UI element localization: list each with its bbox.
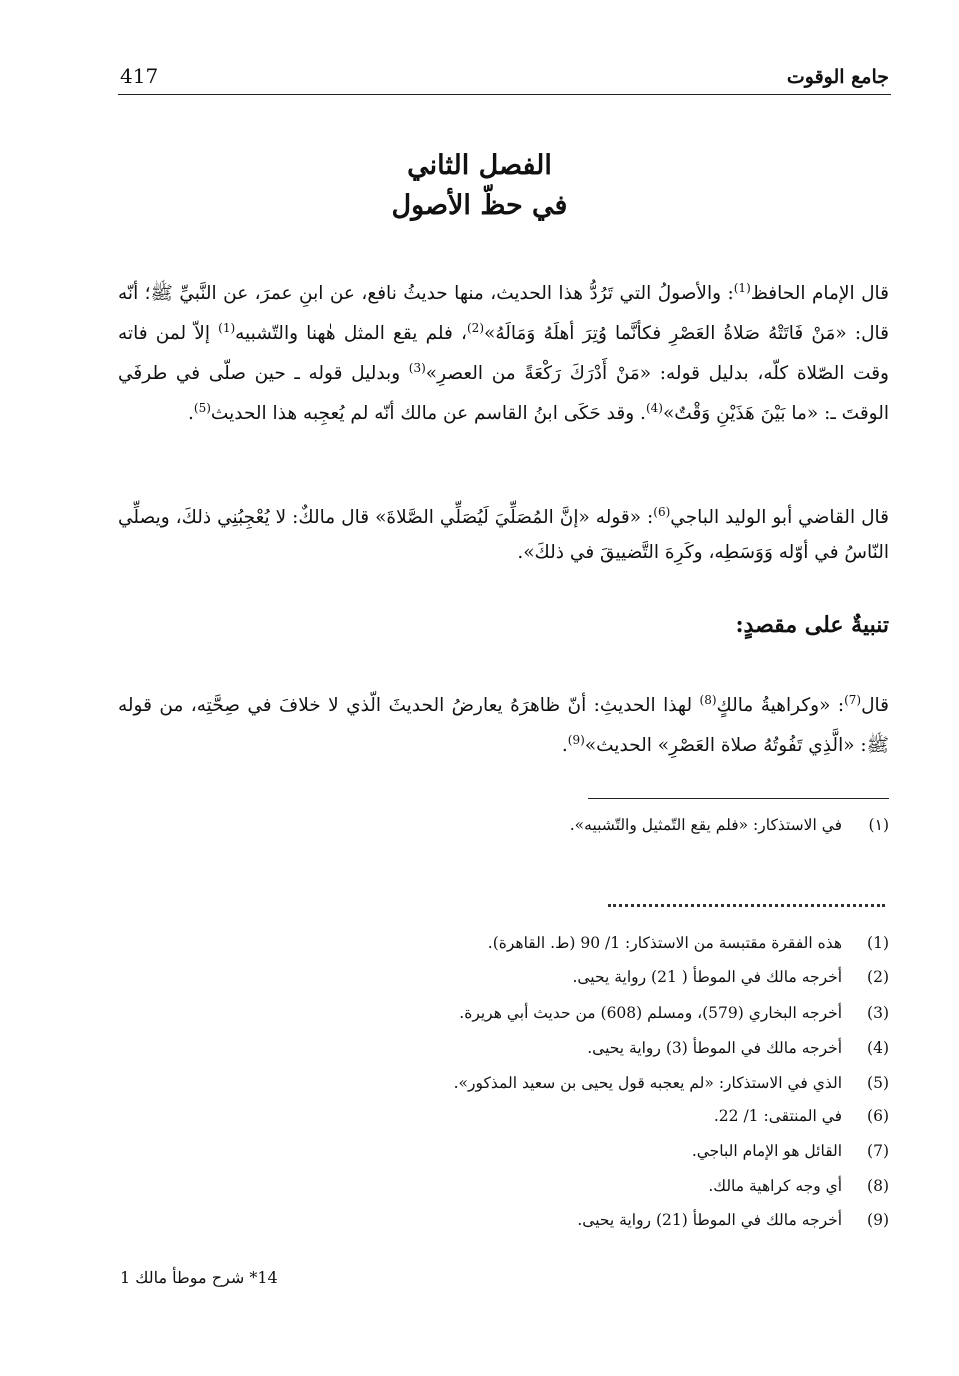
chapter-title: الفصل الثاني [407,150,552,181]
editor-footnote [459,1004,889,1022]
paragraph-3 [118,683,889,763]
paragraph-1 [118,271,889,432]
footnote-text: أخرجه مالك في الموطأ (3) رواية يحيى. [587,1039,843,1057]
editor-footnote [714,1107,889,1125]
footnote-number: (7) [867,1142,889,1160]
text-run: . [188,403,194,425]
signature-mark: 14* شرح موطأ مالك 1 [120,1268,278,1287]
footnote-number: (6) [867,1107,889,1125]
section-subheading: تنبيةٌ على مقصدٍ: [735,612,889,638]
footnote-text: في المنتقى: 1/ 22. [713,1107,843,1125]
editor-footnote [587,1039,889,1057]
paragraph-2 [118,495,889,570]
footnote-ref: (2) [466,321,484,336]
editor-footnote [572,968,889,986]
text-run: : «وكراهيةُ مالكٍ [716,695,845,717]
footnote-ref: (4) [645,401,663,416]
text-run: : «قوله «إنَّ المُصَلِّيَ لَيُصَلِّي الصَّلاةَ» قال مالكٌ: لا يُعْجِبُنِي ذلكَ، ويصلِّي النّاسُ في أوّله وَوَسَطِه، وكَرِهَ التَّضييقَ في ذلكَ». [118,507,889,564]
footnote-ref: (6) [653,505,671,519]
footnote-number: (4) [867,1039,889,1057]
page-number: 417 [120,64,159,88]
footnote-text: أخرجه مالك في الموطأ ( 21) رواية يحيى. [572,968,843,986]
footnote-ref: (1) [733,281,751,295]
editor-footnote [577,1211,889,1229]
footnote-text: أخرجه البخاري (579)، ومسلم (608) من حديث أبي هريرة. [459,1004,843,1022]
text-run: قال القاضي أبو الوليد الباجي [670,507,889,529]
footnote-text: أخرجه مالك في الموطأ (21) رواية يحيى. [577,1211,843,1229]
editor-footnote [708,1177,889,1195]
footnote-number: (9) [867,1211,889,1229]
footnote-text: الذي في الاستذكار: «لم يعجبه قول يحيى بن سعيد المذكور». [453,1074,843,1092]
footnote-ref: (5) [193,401,211,416]
footnote-number: (2) [867,968,889,986]
footnote-ref: (3) [408,361,426,376]
author-footnote [570,816,889,834]
footnote-text: هذه الفقرة مقتبسة من الاستذكار: 1/ 90 (ط. القاهرة). [487,934,843,952]
text-run: : والأصولُ التي تَرُدُّ هذا الحديث، منها حديثُ نافع، عن ابنِ عمرَ، عن النَّبيِّ ﷺ؛ أنّه قال: «مَنْ فَاتَتْهُ صَلاةُ العَصْرِ فكأنَّما وُتِرَ أهلَهُ وَمَالَهُ» [118,283,889,345]
text-run: . وقد حَكَى ابنُ القاسم عن مالك أنّه لم يُعجِبه هذا الحديث [210,403,646,425]
footnote-separator [588,798,889,799]
text-run: لهذا الحديثِ: أنّ ظاهرَهُ يعارضُ الحديثَ الّذي لا خلافَ في صِحَّتِه، من قوله ﷺ: «الَّذِي تَفُوتُهُ صلاة العَصْرِ» الحديث» [118,695,889,757]
footnote-number: (١) [868,816,889,834]
dotted-separator [608,904,885,907]
footnote-text: في الاستذكار: «فلم يقع التّمثيل والتّشبيه». [569,816,843,834]
text-run: قال الإمام الحافظ [750,283,889,305]
footnote-ref: (7) [844,693,862,707]
footnote-ref: (1) [218,321,236,336]
running-header-title: جامع الوقوت [786,66,889,88]
text-run: . [561,735,568,757]
text-run: ، فلم يقع المثل هٰهنا والتّشبيه [235,323,467,345]
editor-footnote [454,1074,889,1092]
chapter-subtitle: في حظّ الأصول [391,190,568,221]
footnote-number: (3) [867,1004,889,1022]
header-rule [118,94,891,95]
footnote-number: (5) [867,1074,889,1092]
footnote-number: (1) [867,934,889,952]
footnote-number: (8) [867,1177,889,1195]
text-run: إلاّ لمن فاته وقت الصّلاة كلّه، بدليل قوله: «مَنْ أَدْرَكَ رَكْعَةً من العصرِ» [118,323,889,385]
footnote-text: أي وجه كراهية مالك. [708,1177,843,1195]
footnote-text: القائل هو الإمام الباجي. [691,1142,843,1160]
footnote-ref: (8) [699,693,717,707]
editor-footnote [692,1142,889,1160]
editor-footnote [488,934,889,952]
text-run: وبدليل قوله ـ حين صلّى في طرفَي الوقتَ ـ: «ما بَيْنَ هَذَيْنِ وَقْتٌ» [118,363,889,425]
footnote-ref: (9) [567,733,585,748]
text-run: قال [861,695,889,717]
